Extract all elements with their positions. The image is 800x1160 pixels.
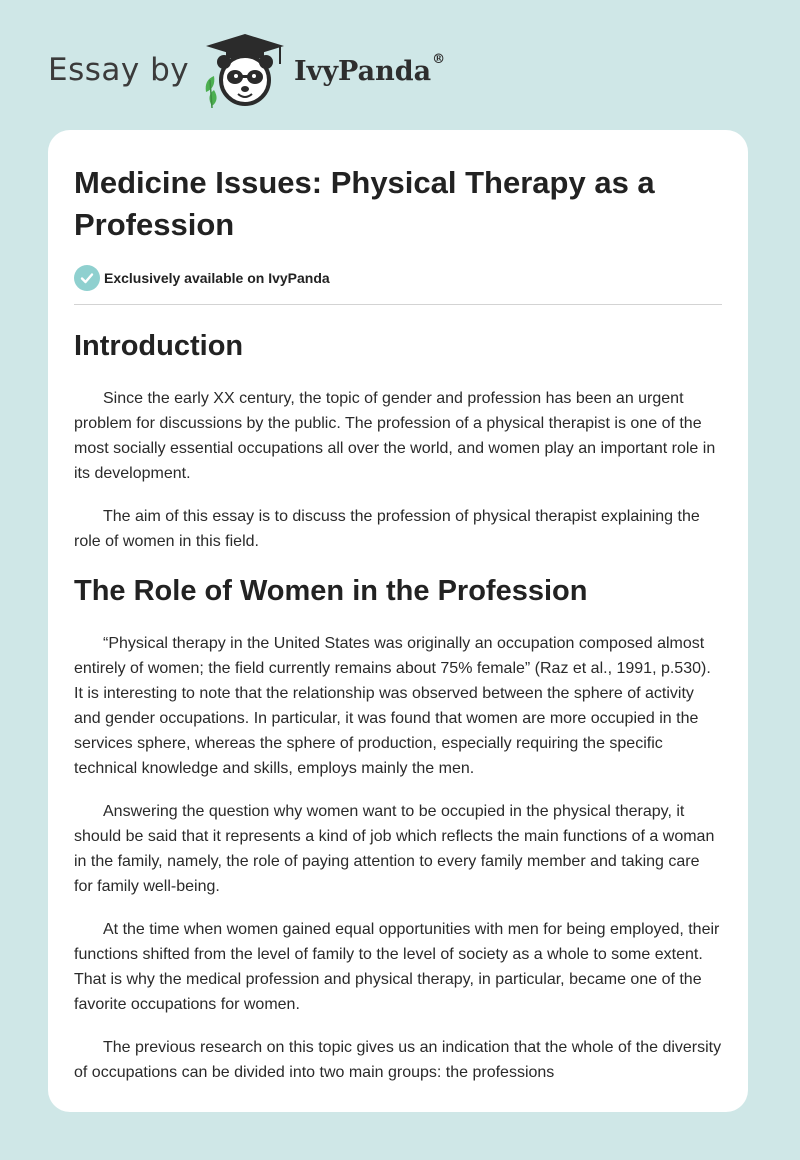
exclusive-badge <box>74 264 722 292</box>
site-header <box>48 28 748 118</box>
paragraph: The aim of this essay is to discuss the profession of physical therapist explaining the role of women in this field. <box>74 508 700 550</box>
essay-card <box>48 130 748 1112</box>
section-heading-role-of-women: The Role of Women in the Profession <box>74 575 588 607</box>
paragraph: “Physical therapy in the United States was originally an occupation composed almost entirely of women; the field currently remains about 75% female” (Raz et al., 1991, p.530). It is interesting to note that the relationship was observed between the sphere of activity and gender occupations. In particular, it was found that women are more occupied in the services sphere, whereas the sphere of production, especially requiring the specific technical knowledge and skills, employs mainly the men. <box>74 635 711 777</box>
exclusive-badge-label: Exclusively available on IvyPanda <box>104 270 330 286</box>
essay-title: Medicine Issues: Physical Therapy as a Profession <box>74 165 655 242</box>
essay-content <box>74 162 722 1085</box>
section-heading-introduction: Introduction <box>74 330 244 362</box>
title-divider <box>74 304 722 305</box>
paragraph: The previous research on this topic gives us an indication that the whole of the diversity of occupations can be divided into two main groups: the professions <box>74 1039 722 1081</box>
paragraph: Since the early XX century, the topic of gender and profession has been an urgent problem for discussions by the public. The profession of a physical therapist is one of the most socially essential occupations all over the world, and women play an important role in its development. <box>74 390 716 482</box>
checkmark-icon <box>74 265 100 291</box>
essay-by-label: Essay by <box>48 52 190 88</box>
panda-graduate-icon[interactable] <box>202 32 288 112</box>
paragraph: Answering the question why women want to be occupied in the physical therapy, it should be said that it represents a kind of job which reflects the main functions of a woman in the family, namely, the role of paying attention to every family member and taking care for family well-being. <box>74 803 715 895</box>
brand-name: IvyPanda <box>294 56 432 87</box>
brand-wordmark[interactable] <box>294 52 446 87</box>
trademark-symbol: ® <box>432 52 446 67</box>
paragraph: At the time when women gained equal opportunities with men for being employed, their functions shifted from the level of family to the level of society as a whole to some extent. That is why the medical profession and physical therapy, in particular, became one of the favorite occupations for women. <box>74 921 720 1013</box>
